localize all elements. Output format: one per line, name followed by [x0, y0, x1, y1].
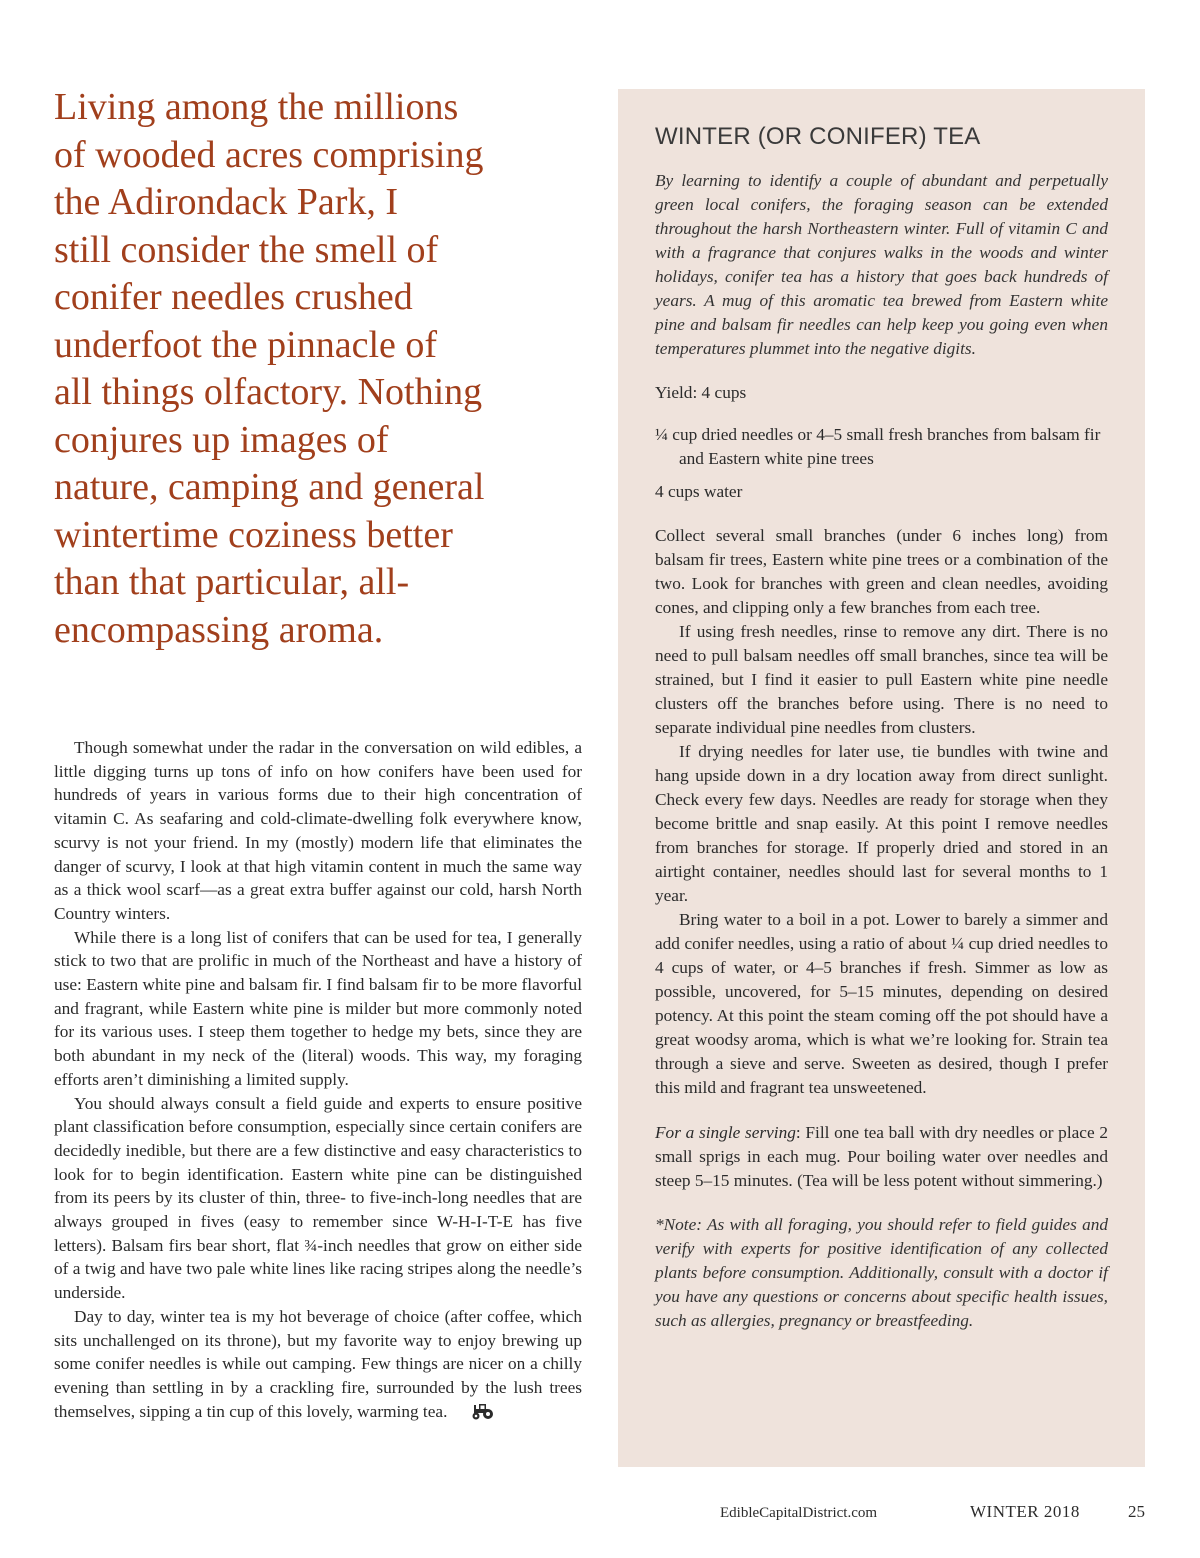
pull-quote-line: all things olfactory. Nothing	[54, 371, 483, 413]
pull-quote-line: conjures up images of	[54, 418, 389, 461]
article-paragraph-last	[54, 1305, 582, 1427]
article-paragraph: You should always consult a field guide and experts to ensure positive plant classification before consumption, especially since certain conifers are decidedly inedible, but there are a few distinctive and easy characteristics to look for to begin identification. Eastern white pine can be distinguished from its peers by its cluster of thin, three- to five-inch-long needles that are always grouped in fives (easy to remember since W-H-I-T-E has five letters). Balsam firs bear short, flat ¾-inch needles that grow on either side of a twig and have two pale white lines like racing stripes along the needle’s underside.	[54, 1093, 582, 1303]
pull-quote-line: encompassing aroma.	[54, 608, 384, 651]
instruction-paragraph: If drying needles for later use, tie bundles with twine and hang upside down in a dry location away from direct sunlight. Check every few days. Needles are ready for storage when they become brittle and snap easily. At this point I remove needles from branches for storage. If properly dried and stored in an airtight container, needles should last for several months to 1 year.	[655, 742, 1108, 905]
recipe-yield: Yield: 4 cups	[655, 383, 747, 402]
pull-quote	[54, 84, 614, 654]
recipe-instructions	[655, 524, 1108, 1100]
footer-site-url: EdibleCapitalDistrict.com	[720, 1505, 878, 1521]
pull-quote-line: the Adirondack Park, I	[54, 181, 399, 223]
pull-quote-line: wintertime coziness better	[54, 513, 453, 556]
footer-issue: WINTER 2018	[970, 1502, 1080, 1521]
instruction-paragraph: Bring water to a boil in a pot. Lower to barely a simmer and add conifer needles, using a ratio of about ¼ cup dried needles to 4 cups of water, or 4–5 branches if fresh. Simmer as low as possible, uncovered, for 5–15 minutes, depending on desired potency. At this point the steam coming off the pot should have a great woodsy aroma, which is what we’re looking for. Strain tea through a sieve and serve. Sweeten as desired, though I prefer this mild and fragrant tea unsweetened.	[655, 910, 1108, 1097]
recipe-content	[655, 121, 1108, 1333]
article-body	[54, 736, 582, 1426]
single-serving	[655, 1121, 1108, 1193]
recipe-sidebar	[618, 89, 1145, 1467]
recipe-intro: By learning to identify a couple of abundant and perpetually green local conifers, the foraging season can be extended throughout the harsh Northeastern winter. Full of vitamin C and with a fragrance that conjures walks in the woods and winter holidays, conifer tea has a history that goes back hundreds of years. A mug of this aromatic tea brewed from Eastern white pine and balsam fir needles can help keep you going even when temperatures plummet into the negative digits.	[655, 171, 1108, 358]
article-paragraph: While there is a long list of conifers that can be used for tea, I generally stick to two that are prolific in much of the Northeast and have a history of use: Eastern white pine and balsam fir. I find balsam fir to be more flavorful and fragrant, while Eastern white pine is milder but more commonly noted for its various uses. I steep them together to hedge my bets, since they are both abundant in my neck of the (literal) woods. This way, my foraging efforts aren’t diminishing a limited supply.	[54, 927, 582, 1089]
pull-quote-line: still consider the smell of	[54, 228, 439, 271]
pull-quote-line: conifer needles crushed	[54, 276, 413, 318]
instruction-paragraph: Collect several small branches (under 6 inches long) from balsam fir trees, Eastern white pine trees or a combination of the two. Look for branches with green and clean needles, avoiding cones, and clipping only a few branches from each tree.	[655, 526, 1108, 617]
pull-quote-line: nature, camping and general	[54, 466, 485, 508]
recipe-title: WINTER (OR CONIFER) TEA	[655, 123, 981, 150]
ingredient-list	[655, 423, 1108, 504]
single-serving-label: For a single serving	[655, 1123, 796, 1142]
single-serving-text: : Fill one tea ball with dry needles or place 2 small sprigs in each mug. Pour boiling water over needles and steep 5–15 minutes. (Tea will be less potent without simmering.)	[655, 1123, 1108, 1190]
foraging-note: *Note: As with all foraging, you should refer to field guides and verify with experts for positive identification of any collected plants before consumption. Additionally, consult with a doctor if you have any questions or concerns about specific health issues, such as allergies, pregnancy or breastfeeding.	[655, 1215, 1108, 1330]
pull-quote-line: Living among the millions	[54, 86, 459, 128]
pull-quote-line: of wooded acres comprising	[54, 133, 484, 176]
ingredient-item: ¼ cup dried needles or 4–5 small fresh branches from balsam fir and Eastern white pine trees	[655, 425, 1101, 468]
ingredient-item: 4 cups water	[655, 482, 743, 501]
page-number: 25	[1128, 1502, 1145, 1521]
pull-quote-line: than that particular, all-	[54, 561, 410, 603]
pull-quote-line: underfoot the pinnacle of	[54, 323, 438, 366]
instruction-paragraph: If using fresh needles, rinse to remove any dirt. There is no need to pull balsam needles off small branches, since tea will be strained, but I find it easier to pull Eastern white pine needle clusters off the branches before using. There is no need to separate individual pine needles from clusters.	[655, 622, 1108, 737]
article-paragraph-text: Day to day, winter tea is my hot beverage of choice (after coffee, which sits unchallenged on its throne), but my favorite way to enjoy brewing up some conifer needles is while out camping. Few things are nicer on a chilly evening than settling in by a crackling fire, surrounded by the lush trees themselves, sipping a tin cup of this lovely, warming tea.	[54, 1306, 582, 1421]
tractor-icon	[451, 1402, 495, 1427]
article-paragraph: Though somewhat under the radar in the conversation on wild edibles, a little digging turns up tons of info on how conifers have been used for hundreds of years in various forms due to their high concentration of vitamin C. As seafaring and cold-climate-dwelling folk everywhere know, scurvy is not your friend. In my (mostly) modern life that eliminates the danger of scurvy, I look at that high vitamin content in much the same way as a thick wool scarf—as a great extra buffer against our cold, harsh North Country winters.	[54, 738, 582, 923]
